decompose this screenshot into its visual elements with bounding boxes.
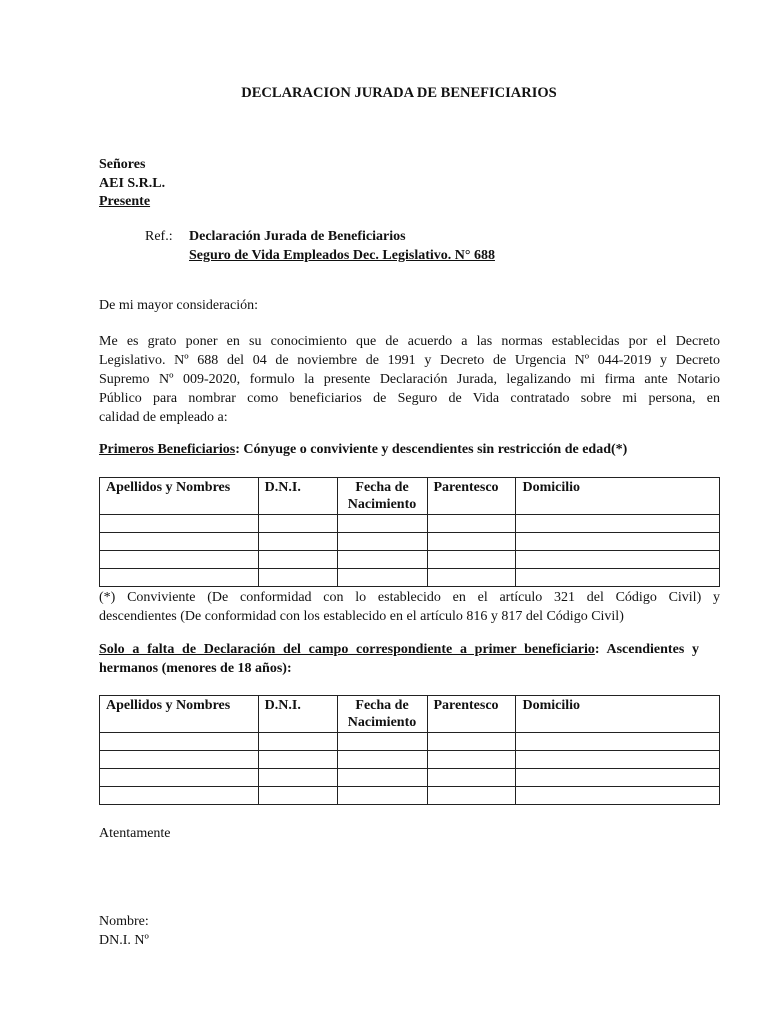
table-row bbox=[100, 569, 720, 587]
cell-parentesco[interactable] bbox=[427, 751, 516, 769]
header-domicilio: Domicilio bbox=[516, 478, 720, 515]
cell-fecha[interactable] bbox=[337, 751, 427, 769]
table-row bbox=[100, 769, 720, 787]
cell-parentesco[interactable] bbox=[427, 769, 516, 787]
cell-domicilio[interactable] bbox=[516, 551, 720, 569]
table-row bbox=[100, 733, 720, 751]
cell-dni[interactable] bbox=[258, 515, 337, 533]
cell-dni[interactable] bbox=[258, 751, 337, 769]
cell-fecha[interactable] bbox=[337, 787, 427, 805]
cell-fecha[interactable] bbox=[337, 733, 427, 751]
header-apellidos-nombres: Apellidos y Nombres bbox=[100, 696, 259, 733]
cell-domicilio[interactable] bbox=[516, 751, 720, 769]
cell-apellidos[interactable] bbox=[100, 733, 259, 751]
signature-block bbox=[99, 913, 149, 950]
cell-dni[interactable] bbox=[258, 769, 337, 787]
section2-heading-rest: : Ascendientes y bbox=[594, 642, 699, 657]
signature-dni-label: DN.I. Nº bbox=[99, 932, 149, 948]
reference-label: Ref.: bbox=[145, 229, 173, 244]
reference-line-2: Seguro de Vida Empleados Dec. Legislativo. N° 688 bbox=[189, 247, 495, 263]
section2-heading-underlined: Solo a falta de Declaración del campo correspondiente a primer beneficiario bbox=[99, 642, 595, 657]
cell-parentesco[interactable] bbox=[427, 515, 516, 533]
cell-parentesco[interactable] bbox=[427, 533, 516, 551]
cell-apellidos[interactable] bbox=[100, 533, 259, 551]
body-line: Supremo Nº 009-2020, formulo la presente Declaración Jurada, legalizando mi firma ante Notario bbox=[99, 372, 720, 387]
header-dni: D.N.I. bbox=[258, 696, 337, 733]
addressee-presente: Presente bbox=[99, 194, 151, 209]
cell-domicilio[interactable] bbox=[516, 533, 720, 551]
addressee-company: AEI S.R.L. bbox=[99, 175, 166, 191]
cell-dni[interactable] bbox=[258, 733, 337, 751]
body-line: Legislativo. Nº 688 del 04 de noviembre de 1991 y Decreto de Urgencia Nº 044-2019 y Decreto bbox=[99, 353, 720, 368]
cell-fecha[interactable] bbox=[337, 515, 427, 533]
beneficiaries-table-2 bbox=[99, 695, 720, 805]
table-header-row bbox=[100, 696, 720, 733]
header-domicilio: Domicilio bbox=[516, 696, 720, 733]
header-fecha-line1: Fecha de bbox=[355, 698, 409, 713]
section1-heading-underlined: Primeros Beneficiarios bbox=[99, 442, 236, 457]
section1-heading-rest: : Cónyuge o conviviente y descendientes sin restricción de edad(*) bbox=[235, 442, 628, 457]
table-row bbox=[100, 787, 720, 805]
signature-name-label: Nombre: bbox=[99, 914, 149, 929]
cell-domicilio[interactable] bbox=[516, 515, 720, 533]
cell-parentesco[interactable] bbox=[427, 551, 516, 569]
cell-dni[interactable] bbox=[258, 787, 337, 805]
table-row bbox=[100, 515, 720, 533]
cell-apellidos[interactable] bbox=[100, 769, 259, 787]
beneficiaries-table-1 bbox=[99, 477, 720, 587]
cell-fecha[interactable] bbox=[337, 569, 427, 587]
cell-domicilio[interactable] bbox=[516, 769, 720, 787]
cell-domicilio[interactable] bbox=[516, 569, 720, 587]
body-paragraph bbox=[99, 333, 720, 428]
reference-lines bbox=[189, 228, 495, 265]
table-row bbox=[100, 533, 720, 551]
cell-fecha[interactable] bbox=[337, 551, 427, 569]
cell-domicilio[interactable] bbox=[516, 787, 720, 805]
cell-domicilio[interactable] bbox=[516, 733, 720, 751]
section2-heading bbox=[99, 641, 699, 679]
header-parentesco: Parentesco bbox=[427, 478, 516, 515]
cell-apellidos[interactable] bbox=[100, 751, 259, 769]
section2-heading-line-2: hermanos (menores de 18 años): bbox=[99, 661, 292, 676]
addressee-block bbox=[99, 156, 165, 212]
closing: Atentamente bbox=[99, 826, 171, 841]
cell-apellidos[interactable] bbox=[100, 515, 259, 533]
header-fecha-nacimiento bbox=[337, 478, 427, 515]
document-title: DECLARACION JURADA DE BENEFICIARIOS bbox=[241, 85, 557, 101]
header-apellidos-nombres: Apellidos y Nombres bbox=[100, 478, 259, 515]
cell-parentesco[interactable] bbox=[427, 787, 516, 805]
header-fecha-line2: Nacimiento bbox=[347, 497, 417, 512]
body-line: Me es grato poner en su conocimiento que de acuerdo a las normas establecidas por el Decreto bbox=[99, 334, 720, 349]
cell-parentesco[interactable] bbox=[427, 569, 516, 587]
footnote-line-1: (*) Conviviente (De conformidad con lo establecido en el artículo 321 del Código Civil) y bbox=[99, 590, 720, 605]
header-fecha-nacimiento bbox=[337, 696, 427, 733]
body-line: calidad de empleado a: bbox=[99, 410, 228, 425]
header-dni: D.N.I. bbox=[258, 478, 337, 515]
section2-heading-line-1 bbox=[99, 641, 699, 660]
table-row bbox=[100, 551, 720, 569]
cell-apellidos[interactable] bbox=[100, 569, 259, 587]
cell-fecha[interactable] bbox=[337, 533, 427, 551]
footnote-line-2: descendientes (De conformidad con los establecido en el artículo 816 y 817 del Código Civil) bbox=[99, 608, 624, 624]
cell-dni[interactable] bbox=[258, 569, 337, 587]
footnote bbox=[99, 589, 720, 626]
table-header-row bbox=[100, 478, 720, 515]
header-fecha-line1: Fecha de bbox=[355, 480, 409, 495]
body-line: Público para nombrar como beneficiarios de Seguro de Vida contratado sobre mi persona, en bbox=[99, 391, 720, 406]
greeting: De mi mayor consideración: bbox=[99, 298, 259, 313]
cell-dni[interactable] bbox=[258, 551, 337, 569]
reference-line-1: Declaración Jurada de Beneficiarios bbox=[189, 229, 406, 244]
section1-heading bbox=[99, 441, 627, 460]
table-row bbox=[100, 751, 720, 769]
cell-parentesco[interactable] bbox=[427, 733, 516, 751]
cell-fecha[interactable] bbox=[337, 769, 427, 787]
cell-apellidos[interactable] bbox=[100, 787, 259, 805]
header-parentesco: Parentesco bbox=[427, 696, 516, 733]
addressee-salutation: Señores bbox=[99, 157, 146, 172]
header-fecha-line2: Nacimiento bbox=[347, 715, 417, 730]
cell-apellidos[interactable] bbox=[100, 551, 259, 569]
cell-dni[interactable] bbox=[258, 533, 337, 551]
